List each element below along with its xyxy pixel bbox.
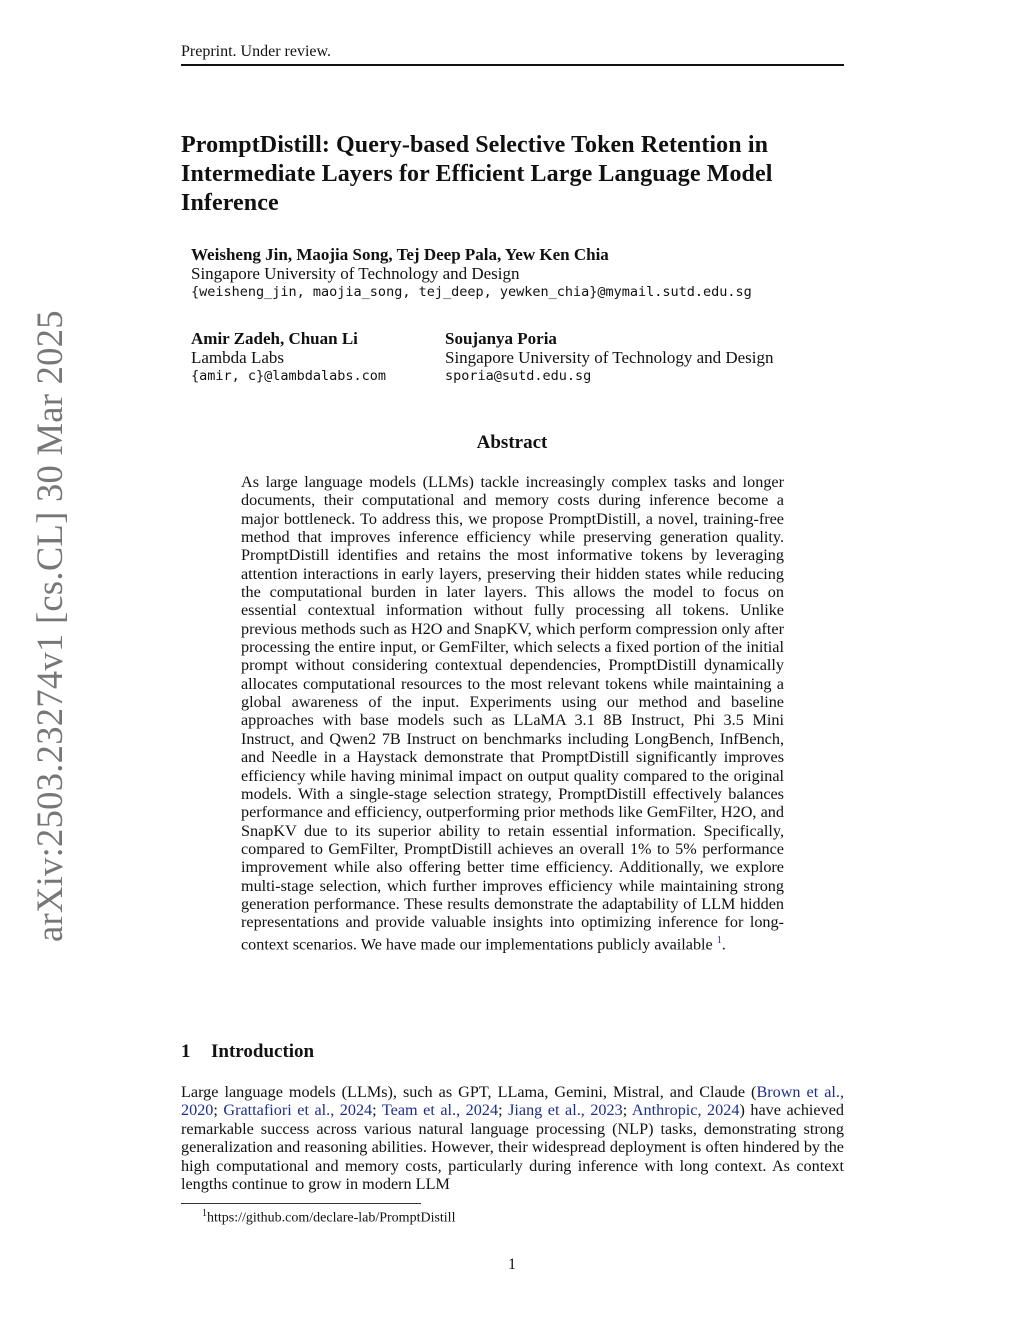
- author-names: Soujanya Poria: [445, 329, 557, 348]
- citation-link[interactable]: Grattafiori et al., 2024: [223, 1101, 373, 1120]
- author-affiliation: Lambda Labs: [191, 348, 284, 367]
- paper-title: PromptDistill: Query-based Selective Token Retention in Intermediate Layers for Efficient Large Language Model Inference: [181, 132, 773, 216]
- citation-link[interactable]: Team et al., 2024: [381, 1101, 499, 1120]
- abstract-heading: Abstract: [476, 432, 548, 453]
- author-affiliation: Singapore University of Technology and Design: [191, 264, 520, 283]
- author-email[interactable]: {amir, c}@lambdalabs.com: [191, 368, 387, 384]
- author-email[interactable]: sporia@sutd.edu.sg: [445, 368, 592, 384]
- author-block-2: [191, 329, 386, 386]
- citation-separator: ;: [622, 1101, 632, 1120]
- footnote: [202, 1208, 455, 1227]
- section-title: Introduction: [211, 1041, 315, 1062]
- abstract-body: [241, 473, 784, 953]
- section-number: 1: [181, 1041, 191, 1062]
- abstract-end: .: [721, 934, 726, 953]
- author-names: Weisheng Jin, Maojia Song, Tej Deep Pala, Yew Ken Chia: [191, 245, 609, 264]
- arxiv-stamp: arXiv:2503.23274v1 [cs.CL] 30 Mar 2025: [29, 310, 70, 942]
- footnote-url[interactable]: https://github.com/declare-lab/PromptDistill: [207, 1210, 456, 1226]
- intro-text-start: Large language models (LLMs), such as GPT, LLama, Gemini, Mistral, and Claude (: [181, 1083, 757, 1101]
- citation-link[interactable]: Brown et al., 2020: [181, 1083, 844, 1120]
- header-rule: [181, 64, 844, 66]
- citation-separator: ;: [372, 1101, 382, 1120]
- footnote-rule: [181, 1203, 421, 1204]
- intro-paragraph: [181, 1083, 844, 1193]
- abstract-text: As large language models (LLMs) tackle increasingly complex tasks and longer documents, their computational and memory costs during inference become a major bottleneck. To address this, we propose PromptDistill, a novel, training-free method that improves inference efficiency while preserving generation quality. PromptDistill identifies and retains the most informative tokens by leveraging attention interactions in early layers, preserving their hidden states while reducing the computational burden in later layers. This allows the model to focus on essential contextual information without fully processing all tokens. Unlike previous methods such as H2O and SnapKV, which perform compression only after processing the entire input, or GemFilter, which selects a fixed portion of the initial prompt without considering contextual dependencies, PromptDistill dynamically allocates computational resources to the most relevant tokens while maintaining a global awareness of the input. Experiments using our method and baseline approaches with base models such as LLaMA 3.1 8B Instruct, Phi 3.5 Mini Instruct, and Qwen2 7B Instruct on benchmarks including LongBench, InfBench, and Needle in a Haystack demonstrate that PromptDistill significantly improves efficiency while having minimal impact on output quality compared to the original models. With a single-stage selection strategy, PromptDistill effectively balances performance and efficiency, outperforming prior methods like GemFilter, H2O, and SnapKV due to its superior ability to retain essential information. Specifically, compared to GemFilter, PromptDistill achieves an overall 1% to 5% performance improvement while also offering better time efficiency. Additionally, we explore multi-stage selection, which further improves efficiency while maintaining strong generation performance. These results demonstrate the adaptability of LLM hidden representations and provide valuable insights into optimizing inference for long-context scenarios. We have made our implementations publicly available: [241, 473, 784, 953]
- author-block-1: [191, 245, 752, 302]
- author-email[interactable]: {weisheng_jin, maojia_song, tej_deep, yewken_chia}@mymail.sutd.edu.sg: [191, 284, 752, 300]
- author-affiliation: Singapore University of Technology and Design: [445, 348, 774, 367]
- footnote-mark: 1: [202, 1208, 207, 1219]
- citation-link[interactable]: Anthropic, 2024: [631, 1101, 740, 1120]
- citation-separator: ;: [213, 1101, 224, 1120]
- author-block-3: [445, 329, 774, 386]
- page-number: 1: [508, 1256, 516, 1273]
- author-names: Amir Zadeh, Chuan Li: [191, 329, 358, 348]
- running-header: Preprint. Under review.: [181, 43, 332, 60]
- intro-text-end: ) have achieved remarkable success across various natural language processing (NLP) tasks, demonstrating strong generalization and reasoning abilities. However, their widespread deployment is often hindered by the high computational and memory costs, particularly during inference with long context. As context lengths continue to grow in modern LLM: [181, 1101, 844, 1194]
- footnote-ref[interactable]: 1: [716, 934, 722, 946]
- section-heading-introduction: [181, 1041, 314, 1063]
- citation-separator: ;: [498, 1101, 509, 1120]
- citation-link[interactable]: Jiang et al., 2023: [508, 1101, 623, 1120]
